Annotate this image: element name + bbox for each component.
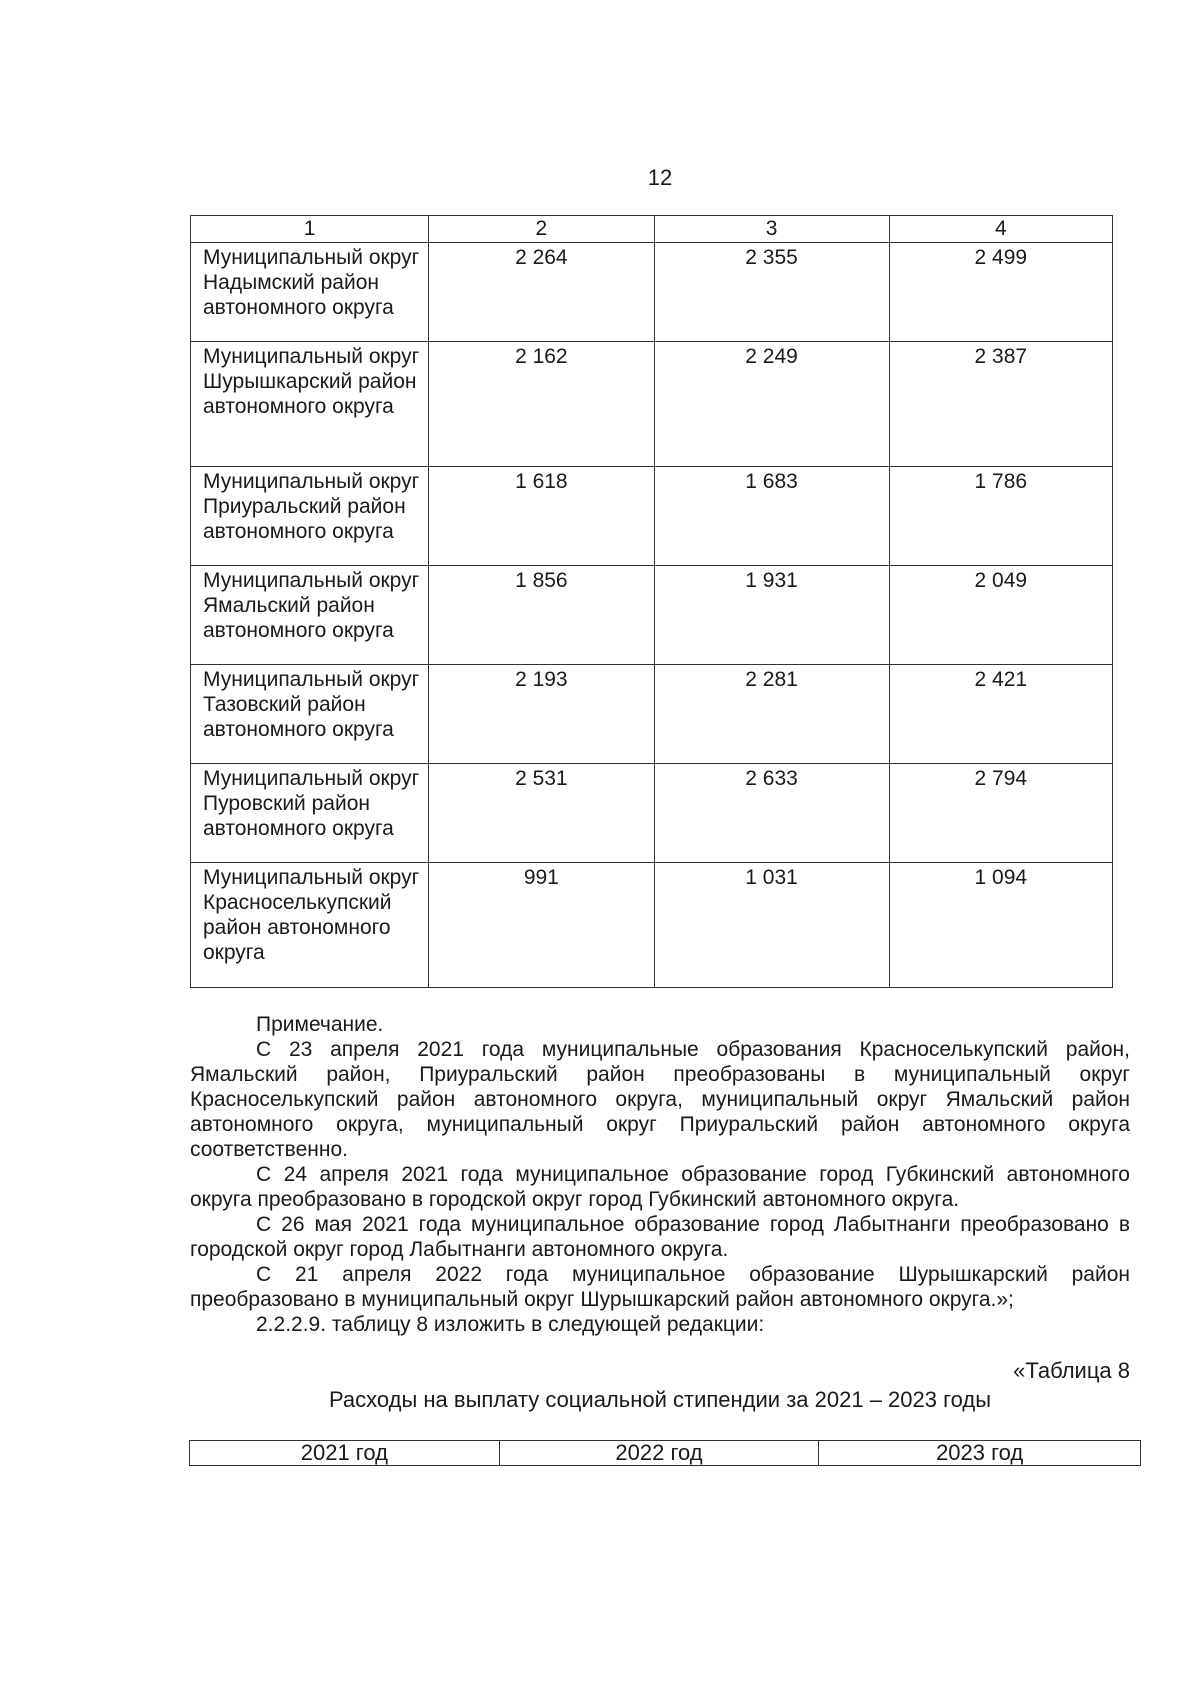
table-row xyxy=(191,863,1113,988)
year-column-header: 2023 год xyxy=(819,1441,1141,1466)
value-col-4: 1 786 xyxy=(889,467,1112,566)
column-header: 1 xyxy=(191,216,429,243)
value-col-4: 2 387 xyxy=(889,342,1112,467)
value-col-2: 1 856 xyxy=(429,566,654,665)
municipality-name: Муниципальный округ Надымский район автономного округа xyxy=(191,243,429,342)
year-column-header: 2021 год xyxy=(190,1441,500,1466)
value-col-4: 2 794 xyxy=(889,764,1112,863)
value-col-3: 2 633 xyxy=(654,764,889,863)
note-paragraph: С 23 апреля 2021 года муниципальные образования Красноселькупский район, Ямальский район, Приуральский район преобразованы в муниципальный округ Красноселькупский район автономного округа, муниципальный округ Ямальский район автономного округа, муниципальный округ Приуральский район автономного округа соответственно. xyxy=(190,1038,1130,1161)
municipality-name: Муниципальный округ Тазовский район автономного округа xyxy=(191,665,429,764)
page-number: 12 xyxy=(647,165,673,190)
value-col-2: 991 xyxy=(429,863,654,988)
notes-section xyxy=(190,1012,1130,1337)
notes-title: Примечание. xyxy=(256,1013,384,1036)
value-col-3: 1 031 xyxy=(654,863,889,988)
value-col-3: 1 683 xyxy=(654,467,889,566)
column-header: 4 xyxy=(889,216,1112,243)
value-col-4: 2 421 xyxy=(889,665,1112,764)
value-col-4: 2 499 xyxy=(889,243,1112,342)
value-col-2: 1 618 xyxy=(429,467,654,566)
value-col-4: 2 049 xyxy=(889,566,1112,665)
value-col-3: 1 931 xyxy=(654,566,889,665)
table-row xyxy=(191,342,1113,467)
municipality-name: Муниципальный округ Пуровский район автономного округа xyxy=(191,764,429,863)
table-header-row xyxy=(191,216,1113,243)
table-row xyxy=(191,467,1113,566)
value-col-3: 2 281 xyxy=(654,665,889,764)
note-paragraph: С 24 апреля 2021 года муниципальное образование город Губкинский автономного округа преобразовано в городской округ город Губкинский автономного округа. xyxy=(190,1163,1130,1211)
value-col-3: 2 249 xyxy=(654,342,889,467)
note-paragraph: С 21 апреля 2022 года муниципальное образование Шурышкарский район преобразовано в муниципальный округ Шурышкарский район автономного округа.»; xyxy=(190,1263,1130,1311)
value-col-2: 2 162 xyxy=(429,342,654,467)
table-row xyxy=(191,665,1113,764)
amendment-instruction: 2.2.2.9. таблицу 8 изложить в следующей редакции: xyxy=(256,1313,765,1336)
table-8 xyxy=(189,1440,1141,1466)
value-col-3: 2 355 xyxy=(654,243,889,342)
note-paragraph: С 26 мая 2021 года муниципальное образование город Лабытнанги преобразовано в городской округ город Лабытнанги автономного округа. xyxy=(190,1213,1130,1261)
value-col-4: 1 094 xyxy=(889,863,1112,988)
table-row xyxy=(191,764,1113,863)
municipality-name: Муниципальный округ Ямальский район автономного округа xyxy=(191,566,429,665)
value-col-2: 2 264 xyxy=(429,243,654,342)
table-header-row xyxy=(190,1441,1141,1466)
value-col-2: 2 193 xyxy=(429,665,654,764)
column-header: 3 xyxy=(654,216,889,243)
municipality-name: Муниципальный округ Шурышкарский район автономного округа xyxy=(191,342,429,467)
table-8-heading: Расходы на выплату социальной стипендии за 2021 – 2023 годы xyxy=(328,1387,992,1412)
year-column-header: 2022 год xyxy=(499,1441,819,1466)
municipality-name: Муниципальный округ Приуральский район автономного округа xyxy=(191,467,429,566)
table-row xyxy=(191,566,1113,665)
table-row xyxy=(191,243,1113,342)
column-header: 2 xyxy=(429,216,654,243)
table-8-label: «Таблица 8 xyxy=(1013,1358,1130,1383)
value-col-2: 2 531 xyxy=(429,764,654,863)
municipality-name: Муниципальный округ Красноселькупский район автономного округа xyxy=(191,863,429,988)
municipal-expenses-table xyxy=(190,215,1113,988)
